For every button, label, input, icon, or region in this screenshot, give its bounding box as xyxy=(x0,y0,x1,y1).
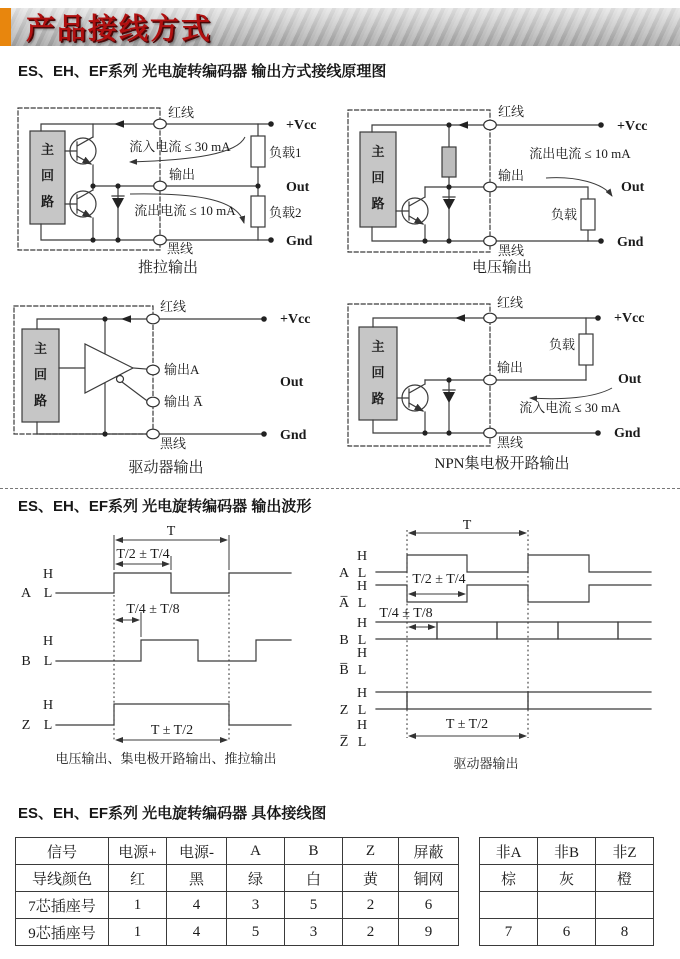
main-circuit-char-3: 路 xyxy=(33,393,48,408)
page-title: 产品接线方式 xyxy=(26,13,213,46)
circuit-caption: 推拉输出 xyxy=(137,260,199,276)
gnd-label: Gnd xyxy=(280,428,307,443)
table-row-9pin xyxy=(480,919,654,946)
main-circuit-char-2: 回 xyxy=(371,365,385,380)
table-cell: 黑 xyxy=(167,865,227,892)
section-title-waveform: ES、EH、EF系列 光电旋转编码器 输出波形 xyxy=(18,498,312,515)
trace-z-bar xyxy=(376,692,651,709)
main-circuit-block xyxy=(22,329,59,422)
output-a-label: 输出A xyxy=(164,362,200,377)
main-circuit-char-2: 回 xyxy=(371,170,385,185)
channel-z-label: Z xyxy=(339,703,349,718)
vcc-label: +Vcc xyxy=(614,311,645,326)
table-cell: 3 xyxy=(285,919,343,946)
level-high-label: H xyxy=(356,646,368,661)
level-high-label: H xyxy=(356,686,368,701)
main-circuit-char-2: 回 xyxy=(40,168,55,183)
level-high-label: H xyxy=(42,698,54,713)
output-terminal xyxy=(154,181,167,191)
waveform-caption: 电压输出、集电极开路输出、推拉输出 xyxy=(55,751,277,766)
wave-traces xyxy=(376,530,651,738)
table-cell: 2 xyxy=(343,919,399,946)
current-direction-arrow-icon xyxy=(455,314,465,322)
table-cell: 9芯插座号 xyxy=(16,919,109,946)
orange-accent-block xyxy=(0,8,11,46)
period-t-label: T xyxy=(166,524,176,539)
waveform-differential xyxy=(336,520,676,780)
wiring-table-main xyxy=(15,837,459,946)
waveform-single-ended xyxy=(6,520,336,770)
table-cell xyxy=(596,892,654,919)
table-cell: 7 xyxy=(480,919,538,946)
table-row-9pin xyxy=(16,919,459,946)
channel-a-label: A xyxy=(20,586,32,601)
circuit-voltage-diagram xyxy=(340,94,672,286)
circuit-caption: 电压输出 xyxy=(471,260,533,276)
period-t-label: T xyxy=(462,520,472,533)
main-circuit-block xyxy=(359,327,397,420)
table-cell: 4 xyxy=(167,919,227,946)
internal-resistor-icon xyxy=(442,147,456,177)
channel-a-label: A xyxy=(338,566,350,581)
load2-label: 负载2 xyxy=(269,205,302,220)
table-header-cell: 电源- xyxy=(167,838,227,865)
t2-t4-label: T/2 ± T/4 xyxy=(412,572,466,587)
main-circuit-char-2: 回 xyxy=(33,367,48,382)
output-terminal xyxy=(484,182,497,192)
level-high-label: H xyxy=(42,567,54,582)
table-cell: 灰 xyxy=(538,865,596,892)
wiring-lines xyxy=(372,120,612,246)
circuit-driver-diagram xyxy=(8,286,340,483)
outflow-current-note: 流出电流 ≤ 10 mA xyxy=(134,203,236,218)
trace-z xyxy=(376,692,651,709)
line-driver-icon xyxy=(85,344,133,393)
black-wire-label: 黑线 xyxy=(497,435,524,450)
inverter-bubble-icon xyxy=(117,376,124,383)
diode-icon xyxy=(443,392,455,403)
out-label: Out xyxy=(286,180,310,195)
level-low-label: L xyxy=(43,718,53,733)
t-t2-label: T ± T/2 xyxy=(150,723,194,738)
table-header-cell: 信号 xyxy=(16,838,109,865)
black-wire-terminal xyxy=(147,429,160,439)
out-label: Out xyxy=(621,180,645,195)
vcc-label: +Vcc xyxy=(286,118,317,133)
channel-b-label: B xyxy=(21,654,31,669)
table-row-7pin xyxy=(16,892,459,919)
level-high-label: H xyxy=(356,718,368,733)
wiring-table-inverse xyxy=(479,837,654,946)
output-label: 输出 xyxy=(497,360,524,375)
table-cell: 8 xyxy=(596,919,654,946)
current-direction-arrow-icon xyxy=(114,120,124,128)
trace-z xyxy=(56,704,291,725)
level-low-label: L xyxy=(357,703,367,718)
t4-t8-label: T/4 ± T/8 xyxy=(126,602,180,617)
black-wire-label: 黑线 xyxy=(167,241,194,256)
table-row-header xyxy=(16,838,459,865)
waveform-caption: 驱动器输出 xyxy=(453,756,519,771)
circuit-npn-diagram xyxy=(340,286,672,483)
main-circuit-block xyxy=(30,131,65,224)
table-cell: 橙 xyxy=(596,865,654,892)
main-circuit-char-1: 主 xyxy=(371,339,385,354)
red-wire-label: 红线 xyxy=(497,295,524,310)
table-cell: 9 xyxy=(399,919,459,946)
t2-t4-label: T/2 ± T/4 xyxy=(116,547,170,562)
table-cell xyxy=(538,892,596,919)
table-row-wire-color xyxy=(480,865,654,892)
circuit-caption: NPN集电极开路输出 xyxy=(434,456,570,472)
main-circuit-char-1: 主 xyxy=(40,142,55,157)
black-wire-terminal xyxy=(154,235,167,245)
inflow-current-note: 流入电流 ≤ 30 mA xyxy=(519,400,621,415)
table-cell: 4 xyxy=(167,892,227,919)
gnd-label: Gnd xyxy=(286,234,313,249)
table-row-wire-color xyxy=(16,865,459,892)
table-header-cell: 非A xyxy=(480,838,538,865)
section-title-wiring: ES、EH、EF系列 光电旋转编码器 具体接线图 xyxy=(18,805,327,822)
level-low-label: L xyxy=(43,654,53,669)
red-wire-label: 红线 xyxy=(160,299,187,314)
channel-b-label: B xyxy=(339,633,349,648)
red-wire-terminal xyxy=(154,119,167,129)
level-high-label: H xyxy=(356,616,368,631)
red-wire-terminal xyxy=(484,313,497,323)
section-divider xyxy=(0,488,680,489)
load-resistor-icon xyxy=(581,199,595,230)
level-low-label: L xyxy=(43,586,53,601)
out-label: Out xyxy=(280,375,304,390)
channel-z-label: Z xyxy=(21,718,31,733)
table-cell: 2 xyxy=(343,892,399,919)
trace-b xyxy=(56,640,291,661)
vcc-label: +Vcc xyxy=(617,119,648,134)
table-cell: 1 xyxy=(109,919,167,946)
table-cell: 5 xyxy=(285,892,343,919)
load1-resistor-icon xyxy=(251,136,265,167)
out-label: Out xyxy=(618,372,642,387)
black-wire-terminal xyxy=(484,236,497,246)
table-cell xyxy=(480,892,538,919)
table-cell: 红 xyxy=(109,865,167,892)
main-circuit-char-3: 路 xyxy=(40,194,55,209)
channel-a-bar-label: A̅ xyxy=(338,596,350,611)
header-banner xyxy=(0,8,680,46)
table-row-7pin xyxy=(480,892,654,919)
gnd-label: Gnd xyxy=(617,235,644,250)
trace-a xyxy=(56,573,291,593)
black-wire-terminal xyxy=(484,428,497,438)
trace-a xyxy=(376,555,651,572)
load-label: 负载 xyxy=(550,207,577,222)
output-a-bar-terminal xyxy=(147,397,160,407)
page xyxy=(0,8,680,959)
table-header-cell: 电源+ xyxy=(109,838,167,865)
trace-b-bar xyxy=(376,622,651,639)
outflow-current-note: 流出电流 ≤ 10 mA xyxy=(529,146,631,161)
table-header-cell: A xyxy=(227,838,285,865)
load2-resistor-icon xyxy=(251,196,265,227)
current-direction-arrow-icon xyxy=(458,121,468,129)
level-high-label: H xyxy=(42,634,54,649)
main-circuit-char-1: 主 xyxy=(33,341,48,356)
load1-label: 负载1 xyxy=(269,145,302,160)
black-wire-label: 黑线 xyxy=(498,243,525,258)
output-a-bar-label: 输出 A̅ xyxy=(164,394,203,409)
main-circuit-char-3: 路 xyxy=(371,196,385,211)
table-cell: 绿 xyxy=(227,865,285,892)
red-wire-label: 红线 xyxy=(498,104,525,119)
t4-t8-label: T/4 ± T/8 xyxy=(379,606,433,621)
gnd-label: Gnd xyxy=(614,426,641,441)
output-a-terminal xyxy=(147,365,160,375)
load-resistor-icon xyxy=(579,334,593,365)
channel-z-bar-label: Z̅ xyxy=(339,735,349,750)
table-cell: 1 xyxy=(109,892,167,919)
table-cell: 黄 xyxy=(343,865,399,892)
black-wire-label: 黑线 xyxy=(160,436,187,451)
trace-b xyxy=(376,622,651,639)
table-cell: 6 xyxy=(399,892,459,919)
table-header-cell: B xyxy=(285,838,343,865)
load-label: 负载 xyxy=(548,337,575,352)
table-cell: 3 xyxy=(227,892,285,919)
section-title-principle: ES、EH、EF系列 光电旋转编码器 输出方式接线原理图 xyxy=(18,63,387,80)
wiring-lines xyxy=(37,314,267,439)
level-low-label: L xyxy=(357,596,367,611)
table-cell: 7芯插座号 xyxy=(16,892,109,919)
level-high-label: H xyxy=(356,549,368,564)
circuit-push-pull-diagram xyxy=(8,94,340,286)
inflow-current-arrow-icon xyxy=(530,388,612,399)
current-direction-arrow-icon xyxy=(121,315,131,323)
table-header-cell: 非B xyxy=(538,838,596,865)
main-circuit-char-1: 主 xyxy=(371,144,385,159)
table-row-header xyxy=(480,838,654,865)
diode-icon xyxy=(112,198,124,209)
table-cell: 5 xyxy=(227,919,285,946)
red-wire-label: 红线 xyxy=(168,105,195,120)
output-label: 输出 xyxy=(498,168,525,183)
red-wire-terminal xyxy=(147,314,160,324)
waveform-row xyxy=(6,520,680,780)
wiring-lines xyxy=(373,313,612,438)
vcc-label: +Vcc xyxy=(280,312,311,327)
table-header-cell: 屏蔽 xyxy=(399,838,459,865)
main-circuit-char-3: 路 xyxy=(371,391,385,406)
table-header-cell: 非Z xyxy=(596,838,654,865)
level-low-label: L xyxy=(357,735,367,750)
channel-labels xyxy=(339,549,367,750)
level-high-label: H xyxy=(356,579,368,594)
channel-b-bar-label: B̅ xyxy=(339,663,349,678)
table-cell: 6 xyxy=(538,919,596,946)
level-low-label: L xyxy=(357,633,367,648)
wiring-tables xyxy=(15,837,680,946)
t-t2-label: T ± T/2 xyxy=(445,717,489,732)
wave-traces xyxy=(56,535,291,742)
dimension-annotations xyxy=(379,520,526,736)
diode-icon xyxy=(443,199,455,210)
circuit-grid xyxy=(8,94,672,483)
table-cell: 铜网 xyxy=(399,865,459,892)
level-low-label: L xyxy=(357,566,367,581)
circuit-caption: 驱动器输出 xyxy=(128,460,204,476)
table-cell: 白 xyxy=(285,865,343,892)
level-low-label: L xyxy=(357,663,367,678)
table-cell: 导线颜色 xyxy=(16,865,109,892)
output-terminal xyxy=(484,375,497,385)
inflow-current-note: 流入电流 ≤ 30 mA xyxy=(129,139,231,154)
red-wire-terminal xyxy=(484,120,497,130)
channel-labels xyxy=(21,567,53,733)
table-cell: 棕 xyxy=(480,865,538,892)
main-circuit-block xyxy=(360,132,396,227)
table-header-cell: Z xyxy=(343,838,399,865)
output-label: 输出 xyxy=(169,167,196,182)
